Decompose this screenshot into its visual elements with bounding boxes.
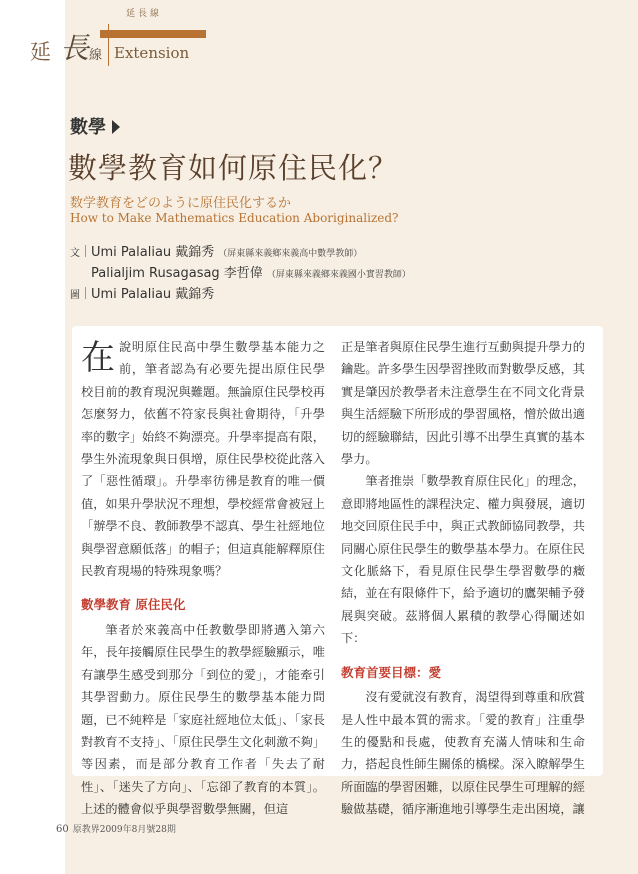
credit-row [70,262,411,283]
page-footer [56,822,176,835]
category-label [70,113,120,139]
credit-row [70,241,411,262]
page-number: 60 [56,824,69,835]
section-heading: 教育首要目標：愛 [341,664,442,680]
credit-role: 文 [70,248,80,259]
header-chang: 長 [60,31,90,65]
header-yan: 延 [30,40,51,64]
credit-name: Umi Palaliau 戴錦秀 [91,245,215,260]
subtitle-japanese: 数学教育をどのように原住民化するか [70,196,292,211]
category-text: 數學 [70,117,106,138]
intro-text: 說明原住民高中學生數學基本能力之前，筆者認為有必要先提出原住民學校目前的教育現況與難題。無論原住民學校再怎麼努力，依舊不符家長與社會期待，「升學率的數字」始終不夠漂亮。升學率提高有限，學生外流現象與日俱增，原住民學校從此落入了「惡性循環」。升學率彷彿是教育的唯一價值，如果升學狀況不理想，學校經常會被冠上「辦學不良、教師教學不認真、學生社經地位與學習意願低落」的帽子；但這真能解釋原住民教育現場的特殊現象嗎？ [81,340,325,579]
credit-row [70,283,411,304]
credit-name: Palialjim Rusagasag 李哲偉 [91,266,263,281]
header-divider [108,24,109,66]
header-small-label: 延長線 [126,9,163,19]
article-title: 數學教育如何原住民化？ [68,151,399,185]
drop-cap: 在 [81,338,115,378]
body-paragraph: 筆者推崇「數學教育原住民化」的理念，意即將地區性的課程決定、權力與發展，適切地交回原住民手中，與正式教師協同教學，共同關心原住民學生的數學基本學力。在原住民文化脈絡下，看見原住民學生學習數學的癥結，並在有限條件下，給予適切的鷹架輔予發展與突破。茲將個人累積的教學心得闡述如下： [341,474,585,646]
right-column [341,336,585,821]
credits [70,241,411,304]
footer-publication: 原教界2009年8月號28期 [72,825,176,835]
body-paragraph: 正是筆者與原住民學生進行互動與提升學力的鑰匙。許多學生因學習挫敗而對數學反感，其實是肇因於教學者未注意學生在不同文化背景與生活經驗下所形成的學習風格，憎於做出適切的經驗聯結，因此引導不出學生真實的基本學力。 [341,340,585,467]
left-column [81,336,325,821]
header-extension: Extension [114,44,190,62]
credit-affiliation: （屏東縣來義鄉來義國小實習教師） [266,270,411,280]
triangle-right-icon [112,120,120,134]
credit-separator [85,245,86,257]
credit-name: Umi Palaliau 戴錦秀 [91,287,215,302]
credit-role: 圖 [70,290,80,301]
body-paragraph: 筆者於來義高中任教數學即將邁入第六年，長年接觸原住民學生的教學經驗顯示，唯有讓學生感受到那分「到位的愛」，才能牽引其學習動力。原住民學生的數學基本能力問題，已不純粹是「家庭社經地位太低」、「家長對教育不支持」、「原住民學生文化刺激不夠」等因素，而是部分教育工作者「失去了耐性」、「迷失了方向」、「忘卻了教育的本質」。上述的體會似乎與學習數學無關，但這 [81,622,325,817]
header-accent-band [100,30,206,38]
section-heading: 數學教育 原住民化 [81,597,186,613]
subtitle-english: How to Make Mathematics Education Aboriginalized? [70,211,399,225]
intro-paragraph [81,336,325,582]
credit-affiliation: （屏東縣來義鄉來義高中數學教師） [218,249,363,259]
header-xian: 線 [89,48,103,63]
body-paragraph: 沒有愛就沒有教育，渴望得到尊重和欣賞是人性中最本質的需求。「愛的教育」注重學生的優點和長處，使教育充滿人情味和生命力，搭起良性師生關係的橋樑。深入瞭解學生所面臨的學習困難，以原住民學生可理解的經驗做基礎，循序漸進地引導學生走出困境，讓 [341,690,585,817]
credit-separator [85,287,86,299]
